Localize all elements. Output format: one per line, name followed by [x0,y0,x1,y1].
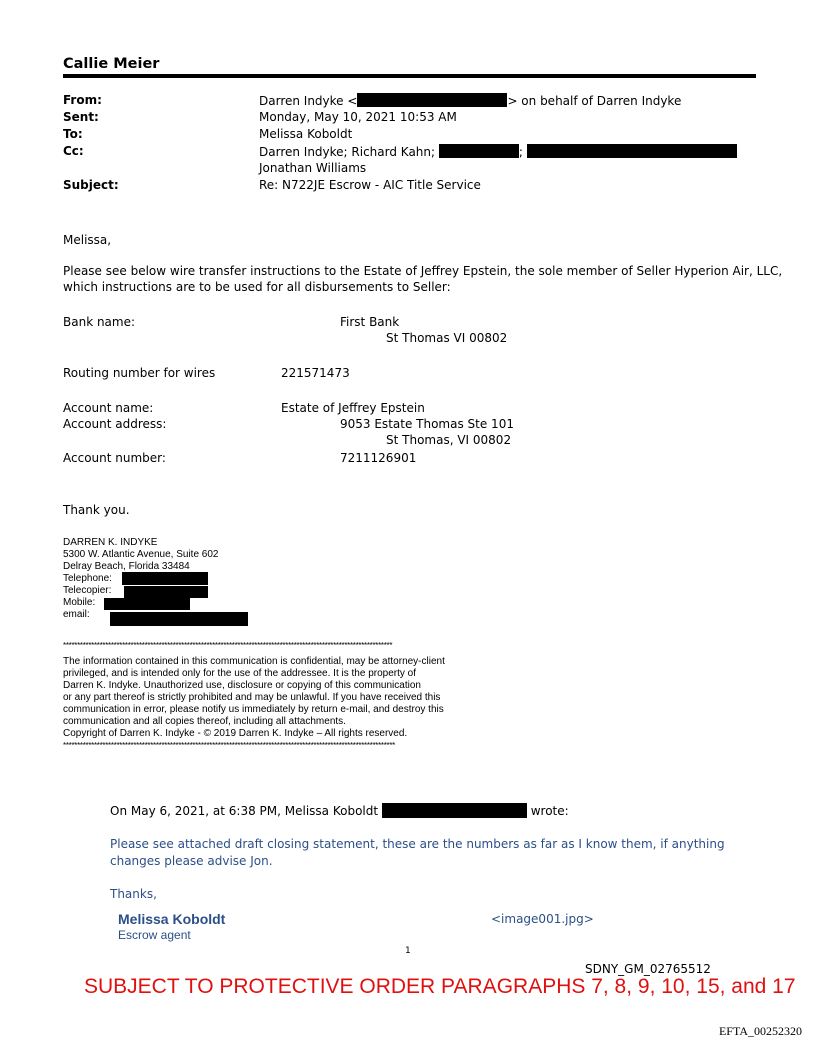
mobile-label: Mobile: [63,597,96,608]
telephone-label: Telephone: [63,573,112,584]
subject-label: Subject: [63,178,119,192]
quoted-message-line: Please see attached draft closing statement, these are the numbers as far as I know them, if anything [110,837,725,851]
disclaimer-line: or any part thereof is strictly prohibited and may be unlawful. If you have received this [63,692,441,703]
intro-line: which instructions are to be used for all disbursements to Seller: [63,280,451,294]
account-name-value: Estate of Jeffrey Epstein [281,401,425,415]
quoted-thanks: Thanks, [110,887,157,901]
quoted-sender-name: Melissa Koboldt [118,911,226,927]
attribution-suffix: wrote: [530,804,569,818]
disclaimer-line: Copyright of Darren K. Indyke - © 2019 Darren K. Indyke – All rights reserved. [63,728,408,739]
routing-value: 221571473 [281,366,350,380]
account-number-label: Account number: [63,451,166,465]
greeting: Melissa, [63,233,112,247]
account-name-label: Account name: [63,401,154,415]
signature-address: 5300 W. Atlantic Avenue, Suite 602 [63,549,219,560]
telecopier-label: Telecopier: [63,585,112,596]
sent-value: Monday, May 10, 2021 10:53 AM [259,110,457,124]
from-label: From: [63,93,102,107]
bates-number: SDNY_GM_02765512 [585,962,711,976]
account-address-value: 9053 Estate Thomas Ste 101 [340,417,514,431]
recipient-name: Callie Meier [63,56,160,72]
intro-line: Please see below wire transfer instructions to the Estate of Jeffrey Epstein, the sole member of Seller Hyperion Air, LLC, [63,264,783,278]
redaction-block [124,586,208,598]
attribution-prefix: On May 6, 2021, at 6:38 PM, Melissa Koboldt [110,804,379,818]
attachment-placeholder[interactable]: <image001.jpg> [491,912,594,926]
from-value [259,93,681,108]
signature-name: DARREN K. INDYKE [63,537,158,548]
redaction-block [527,144,737,158]
disclaimer-line: communication in error, please notify us immediately by return e-mail, and destroy this [63,704,444,715]
bank-name-value: First Bank [340,315,400,329]
account-address-label: Account address: [63,417,167,431]
disclaimer-divider: ********************************************************************************************************************** [63,741,395,750]
cc-label: Cc: [63,144,84,158]
quoted-attribution [110,803,569,818]
from-suffix: > on behalf of Darren Indyke [507,94,682,108]
routing-label: Routing number for wires [63,366,216,380]
cc-separator: ; [518,145,523,159]
email-label: email: [63,609,90,620]
to-label: To: [63,127,83,141]
disclaimer-divider: ********************************************************************************************************************* [63,641,393,650]
disclaimer-line: communication and all copies thereof, including all attachments. [63,716,346,727]
redaction-block [122,572,208,585]
account-number-value: 7211126901 [340,451,417,465]
account-address-value-2: St Thomas, VI 00802 [386,433,512,447]
bank-location-value: St Thomas VI 00802 [386,331,508,345]
disclaimer-line: privileged, and is intended only for the use of the addressee. It is the property of [63,668,416,679]
sent-label: Sent: [63,110,99,124]
subject-value: Re: N722JE Escrow - AIC Title Service [259,178,481,192]
redaction-block [382,803,527,818]
disclaimer-line: The information contained in this communication is confidential, may be attorney-client [63,656,445,667]
closing: Thank you. [63,503,130,517]
header-rule [63,74,756,78]
page-number: 1 [405,946,411,956]
cc-value-continued: Jonathan Williams [259,161,367,175]
protective-order-stamp: SUBJECT TO PROTECTIVE ORDER PARAGRAPHS 7, 8, 9, 10, 15, and 17 [84,975,796,998]
efta-number: EFTA_00252320 [718,1024,802,1038]
cc-names: Darren Indyke; Richard Kahn; [259,145,436,159]
redaction-block [357,93,507,107]
to-value: Melissa Koboldt [259,127,353,141]
cc-value [259,144,737,159]
signature-address: Delray Beach, Florida 33484 [63,561,190,572]
quoted-sender-title: Escrow agent [118,928,191,942]
redaction-block [104,598,190,610]
disclaimer-line: Darren K. Indyke. Unauthorized use, disclosure or copying of this communication [63,680,421,691]
redaction-block [439,144,519,158]
redaction-block [110,612,248,626]
quoted-message-line: changes please advise Jon. [110,854,273,868]
bank-name-label: Bank name: [63,315,136,329]
from-prefix: Darren Indyke < [259,94,358,108]
